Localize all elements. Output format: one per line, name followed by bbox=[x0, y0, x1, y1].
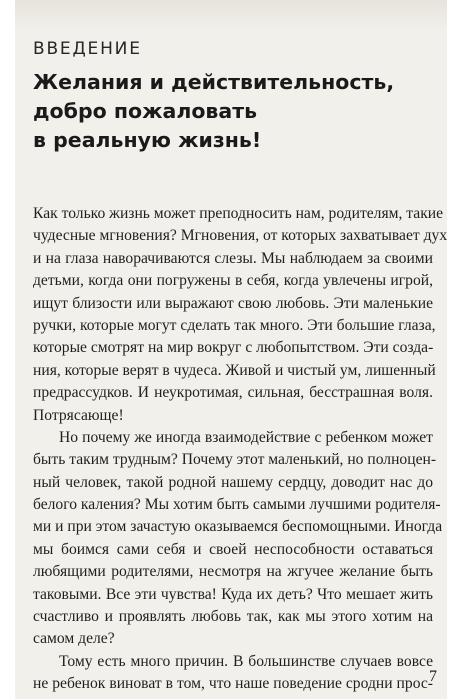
text-line: таковыми. Все эти чувства! Куда их деть? Что мешает жить bbox=[33, 585, 433, 603]
body-text bbox=[33, 203, 447, 696]
text-line: ищут близости или выражают свою любовь. Эти маленькие bbox=[33, 294, 433, 312]
paragraph-3 bbox=[33, 651, 433, 696]
text-line: самом деле? bbox=[33, 630, 115, 648]
text-line: любящими родителями, несмотря на жгучее желание быть bbox=[33, 563, 433, 581]
title-line: добро пожаловать bbox=[33, 99, 258, 123]
paragraph-2 bbox=[33, 427, 443, 651]
text-line: и на глаза наворачиваются слезы. Мы наблюдаем за своими bbox=[33, 249, 433, 267]
text-line: которые смотрят на мир вокруг с любопытством. Эти созда- bbox=[33, 339, 434, 357]
text-line: Тому есть много причин. В большинстве случаев вовсе bbox=[59, 652, 433, 670]
text-line: счастливо и проявлять любовь так, как мы этого хотим на bbox=[33, 608, 433, 626]
top-shadow bbox=[15, 0, 447, 30]
text-line: мы боимся сами себя и своей неспособности оставаться bbox=[33, 540, 433, 558]
paragraph-1 bbox=[33, 203, 447, 427]
book-page bbox=[15, 0, 447, 699]
text-line: ручки, которые могут сделать так много. Эти большие глаза, bbox=[33, 316, 436, 334]
page-number: 7 bbox=[429, 668, 437, 685]
text-line: Но почему же иногда взаимодействие с ребенком может bbox=[59, 428, 433, 446]
text-line: Потрясающе! bbox=[33, 406, 124, 424]
text-line: Как только жизнь может преподносить нам, родителям, такие bbox=[33, 205, 444, 222]
title-line: в реальную жизнь! bbox=[33, 128, 262, 152]
text-line: ния, которые верят в чудеса. Живой и чистый ум, лишенный bbox=[33, 361, 436, 379]
text-line: не ребенок виноват в том, что наше поведение сродни прос- bbox=[33, 675, 433, 693]
text-line: чудесные мгновения? Мгновения, от которых захватывает дух bbox=[33, 227, 447, 245]
text-line: ми и при этом зачастую оказываемся беспомощными. Иногда bbox=[33, 518, 443, 536]
text-line: ный человек, такой родной нашему сердцу, доводит нас до bbox=[33, 473, 433, 491]
section-label: ВВЕДЕНИЕ bbox=[33, 39, 142, 59]
chapter-title bbox=[33, 68, 433, 155]
text-line: белого каления? Мы хотим быть самыми лучшими родителя- bbox=[33, 496, 441, 514]
text-line: быть таким трудным? Почему этот маленький, но полноцен- bbox=[33, 451, 437, 469]
title-line: Желания и действительность, bbox=[33, 70, 395, 94]
text-line: предрассудков. И неукротимая, сильная, бесстрашная воля. bbox=[33, 384, 433, 402]
text-line: детьми, когда они погружены в себя, когда увлечены игрой, bbox=[33, 272, 433, 290]
